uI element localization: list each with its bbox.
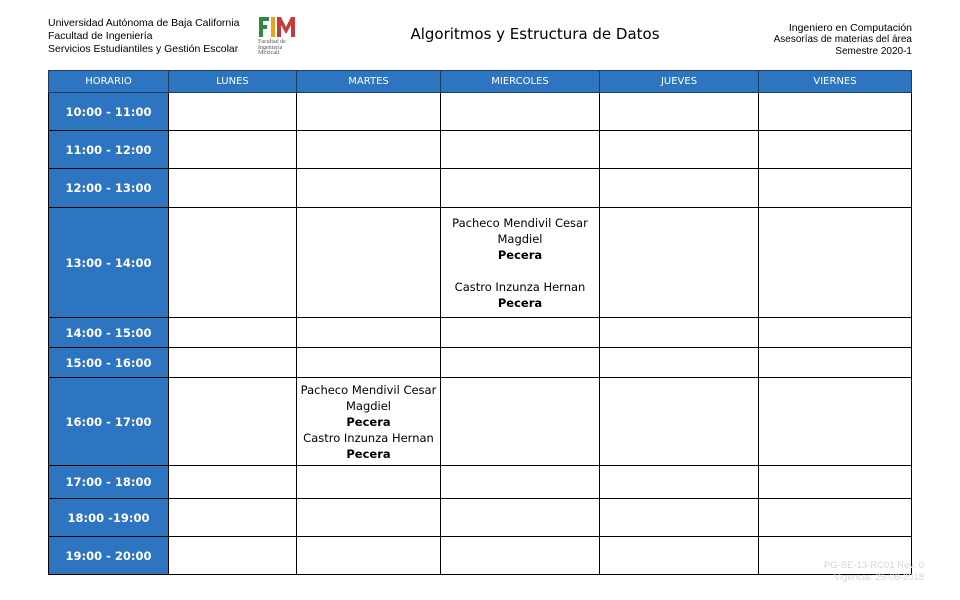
department-name: Servicios Estudiantiles y Gestión Escolar — [48, 43, 239, 55]
schedule-cell — [441, 378, 600, 466]
time-slot: 10:00 - 11:00 — [49, 93, 169, 131]
program-block — [774, 22, 912, 58]
time-slot: 13:00 - 14:00 — [49, 208, 169, 318]
schedule-cell — [600, 466, 759, 499]
schedule-cell — [600, 378, 759, 466]
schedule-cell — [297, 466, 441, 499]
faculty-name: Facultad de Ingeniería — [48, 30, 153, 42]
fim-logo — [258, 15, 298, 59]
schedule-cell — [169, 378, 297, 466]
tutor-entry — [441, 279, 599, 311]
column-header-lunes: LUNES — [169, 71, 297, 93]
time-slot: 12:00 - 13:00 — [49, 169, 169, 208]
column-header-viernes: VIERNES — [759, 71, 912, 93]
schedule-cell — [441, 169, 600, 208]
tutor-entry — [297, 430, 440, 462]
table-row — [49, 466, 912, 499]
table-row — [49, 93, 912, 131]
time-slot: 17:00 - 18:00 — [49, 466, 169, 499]
semester-label: Semestre 2020-1 — [835, 46, 912, 57]
schedule-cell — [169, 466, 297, 499]
time-slot: 15:00 - 16:00 — [49, 348, 169, 378]
tutor-name: Castro Inzunza Hernan — [303, 430, 434, 445]
schedule-cell — [297, 318, 441, 348]
schedule-cell — [600, 499, 759, 537]
schedule-cell — [759, 348, 912, 378]
program-subtitle: Asesorías de materias del área — [773, 34, 912, 45]
tutor-location: Pecera — [497, 295, 543, 310]
schedule-cell — [441, 348, 600, 378]
schedule-cell — [600, 169, 759, 208]
revision-code: PG-SE-13-RC01 Rev. 0 — [823, 560, 924, 571]
time-slot: 19:00 - 20:00 — [49, 537, 169, 575]
schedule-cell — [759, 466, 912, 499]
table-row — [49, 348, 912, 378]
schedule-cell — [759, 208, 912, 318]
schedule-cell — [297, 499, 441, 537]
schedule-cell — [297, 537, 441, 575]
schedule-cell — [759, 93, 912, 131]
schedule-cell — [169, 499, 297, 537]
tutor-name: Castro Inzunza Hernan — [454, 279, 586, 294]
schedule-cell-miercoles-13 — [441, 208, 600, 318]
schedule-cell — [169, 537, 297, 575]
table-row — [49, 208, 912, 318]
schedule-cell — [441, 499, 600, 537]
university-name: Universidad Autónoma de Baja California — [48, 17, 240, 29]
schedule-cell — [441, 466, 600, 499]
schedule-cell — [600, 348, 759, 378]
schedule-cell — [759, 169, 912, 208]
schedule-cell — [297, 93, 441, 131]
table-header-row — [49, 71, 912, 93]
schedule-cell-martes-16 — [297, 378, 441, 466]
schedule-cell — [759, 499, 912, 537]
time-slot: 16:00 - 17:00 — [49, 378, 169, 466]
schedule-cell — [441, 318, 600, 348]
table-row — [49, 378, 912, 466]
schedule-cell — [169, 348, 297, 378]
logo-subtitle: Facultad de Ingeniería Mexicali — [258, 39, 286, 56]
schedule-cell — [297, 169, 441, 208]
document-code — [824, 560, 924, 584]
program-name: Ingeniero en Computación — [788, 22, 912, 34]
schedule-cell — [759, 378, 912, 466]
table-row — [49, 318, 912, 348]
schedule-cell — [169, 93, 297, 131]
tutor-location: Pecera — [346, 446, 391, 461]
table-row — [49, 169, 912, 208]
schedule-cell — [297, 348, 441, 378]
table-row — [49, 131, 912, 169]
column-header-horario: HORARIO — [49, 71, 169, 93]
schedule-cell — [441, 537, 600, 575]
tutor-location: Pecera — [497, 247, 543, 262]
institution-block — [48, 17, 239, 56]
schedule-cell — [297, 131, 441, 169]
fim-logo-icon — [258, 15, 298, 39]
time-slot: 14:00 - 15:00 — [49, 318, 169, 348]
time-slot: 18:00 -19:00 — [49, 499, 169, 537]
schedule-cell — [759, 131, 912, 169]
schedule-cell — [441, 131, 600, 169]
tutor-location: Pecera — [346, 414, 391, 429]
schedule-cell — [600, 318, 759, 348]
schedule-cell — [600, 131, 759, 169]
column-header-miercoles: MIERCOLES — [441, 71, 600, 93]
schedule-cell — [297, 208, 441, 318]
time-slot: 11:00 - 12:00 — [49, 131, 169, 169]
schedule-cell — [600, 537, 759, 575]
schedule-table — [48, 70, 912, 575]
tutor-entry — [441, 215, 599, 263]
schedule-cell — [169, 208, 297, 318]
tutor-name: Pacheco Mendivil Cesar Magdiel — [300, 382, 437, 413]
validity-date: Vigencia: 25-06-2018 — [833, 572, 924, 583]
schedule-cell — [169, 318, 297, 348]
schedule-cell — [169, 169, 297, 208]
tutor-name: Pacheco Mendivil Cesar Magdiel — [452, 215, 588, 246]
schedule-cell — [441, 93, 600, 131]
schedule-cell — [759, 318, 912, 348]
column-header-martes: MARTES — [297, 71, 441, 93]
table-row — [49, 499, 912, 537]
tutor-entry — [297, 382, 440, 430]
page-title: Algoritmos y Estructura de Datos — [410, 25, 660, 43]
schedule-cell — [600, 93, 759, 131]
column-header-jueves: JUEVES — [600, 71, 759, 93]
schedule-cell — [169, 131, 297, 169]
schedule-cell — [600, 208, 759, 318]
table-row — [49, 537, 912, 575]
